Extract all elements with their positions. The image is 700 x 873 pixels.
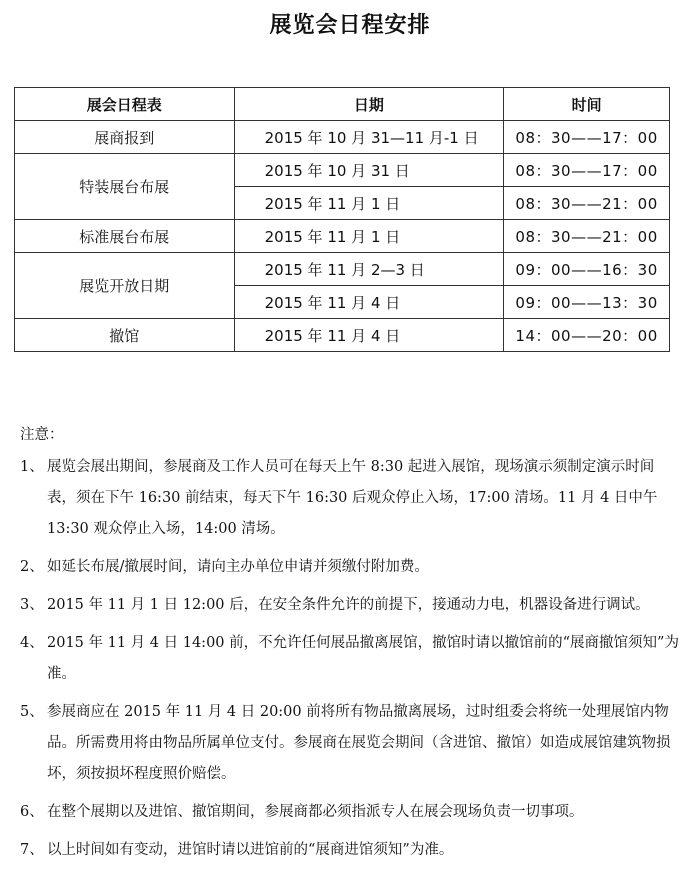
date-cell: 2015 年 10 月 31 日 xyxy=(234,154,504,187)
header-date: 日期 xyxy=(234,88,504,121)
note-item xyxy=(20,452,680,545)
note-text: 参展商应在 2015 年 11 月 4 日 20:00 前将所有物品撤离展场，过时组委会将统一处理展馆内物品。所需费用将由物品所属单位支付。参展商在展览会期间（含进馆、撤馆）如造成展馆建筑物损坏，须按损坏程度照价赔偿。 xyxy=(47,704,671,782)
note-text: 以上时间如有变动，进馆时请以进馆前的“展商进馆须知”为准。 xyxy=(47,842,454,858)
note-item xyxy=(20,835,680,866)
note-item xyxy=(20,797,680,828)
table-row xyxy=(15,319,670,352)
note-number: 1、 xyxy=(20,459,44,475)
note-text: 展览会展出期间，参展商及工作人员可在每天上午 8:30 起进入展馆，现场演示须制定演示时间表，须在下午 16:30 前结束，每天下午 16:30 后观众停止入场，17:00 清场。11 月 4 日中午 13:30 观众停止入场，14:00 清场。 xyxy=(47,459,658,537)
time-cell: 08：30——21：00 xyxy=(504,187,670,220)
time-cell: 08：30——17：00 xyxy=(504,154,670,187)
note-text: 如延长布展/撤展时间，请向主办单位申请并须缴付附加费。 xyxy=(47,559,429,575)
header-event: 展会日程表 xyxy=(15,88,235,121)
note-item xyxy=(20,552,680,583)
note-number: 3、 xyxy=(20,597,44,613)
note-item xyxy=(20,697,680,790)
table-row xyxy=(15,121,670,154)
header-time: 时间 xyxy=(504,88,670,121)
time-cell: 09：00——16：30 xyxy=(504,253,670,286)
note-text: 2015 年 11 月 1 日 12:00 后，在安全条件允许的前提下，接通动力电，机器设备进行调试。 xyxy=(47,597,650,613)
note-text: 2015 年 11 月 4 日 14:00 前，不允许任何展品撤离展馆，撤馆时请以撤馆前的“展商撤馆须知”为准。 xyxy=(47,635,679,682)
note-item xyxy=(20,628,680,690)
table-row xyxy=(15,220,670,253)
note-number: 5、 xyxy=(20,704,44,720)
note-item xyxy=(20,590,680,621)
page-title: 展览会日程安排 xyxy=(269,13,431,38)
note-number: 4、 xyxy=(20,635,44,651)
note-number: 6、 xyxy=(20,804,44,820)
event-cell: 标准展台布展 xyxy=(15,220,235,253)
note-number: 7、 xyxy=(20,842,44,858)
time-cell: 14：00——20：00 xyxy=(504,319,670,352)
date-cell: 2015 年 11 月 1 日 xyxy=(234,220,504,253)
date-cell: 2015 年 11 月 4 日 xyxy=(234,286,504,319)
date-cell: 2015 年 11 月 1 日 xyxy=(234,187,504,220)
notes-section xyxy=(20,420,680,873)
event-cell: 展商报到 xyxy=(15,121,235,154)
schedule-table xyxy=(14,87,670,352)
date-cell: 2015 年 10 月 31—11 月-1 日 xyxy=(234,121,504,154)
date-cell: 2015 年 11 月 2—3 日 xyxy=(234,253,504,286)
event-cell: 撤馆 xyxy=(15,319,235,352)
event-cell: 展览开放日期 xyxy=(15,253,235,319)
time-cell: 09：00——13：30 xyxy=(504,286,670,319)
note-number: 2、 xyxy=(20,559,44,575)
table-header-row xyxy=(15,88,670,121)
table-row xyxy=(15,253,670,286)
notes-heading: 注意： xyxy=(20,427,64,443)
time-cell: 08：30——17：00 xyxy=(504,121,670,154)
table-row xyxy=(15,154,670,187)
event-cell: 特装展台布展 xyxy=(15,154,235,220)
date-cell: 2015 年 11 月 4 日 xyxy=(234,319,504,352)
note-text: 在整个展期以及进馆、撤馆期间，参展商都必须指派专人在展会现场负责一切事项。 xyxy=(47,804,584,820)
time-cell: 08：30——21：00 xyxy=(504,220,670,253)
